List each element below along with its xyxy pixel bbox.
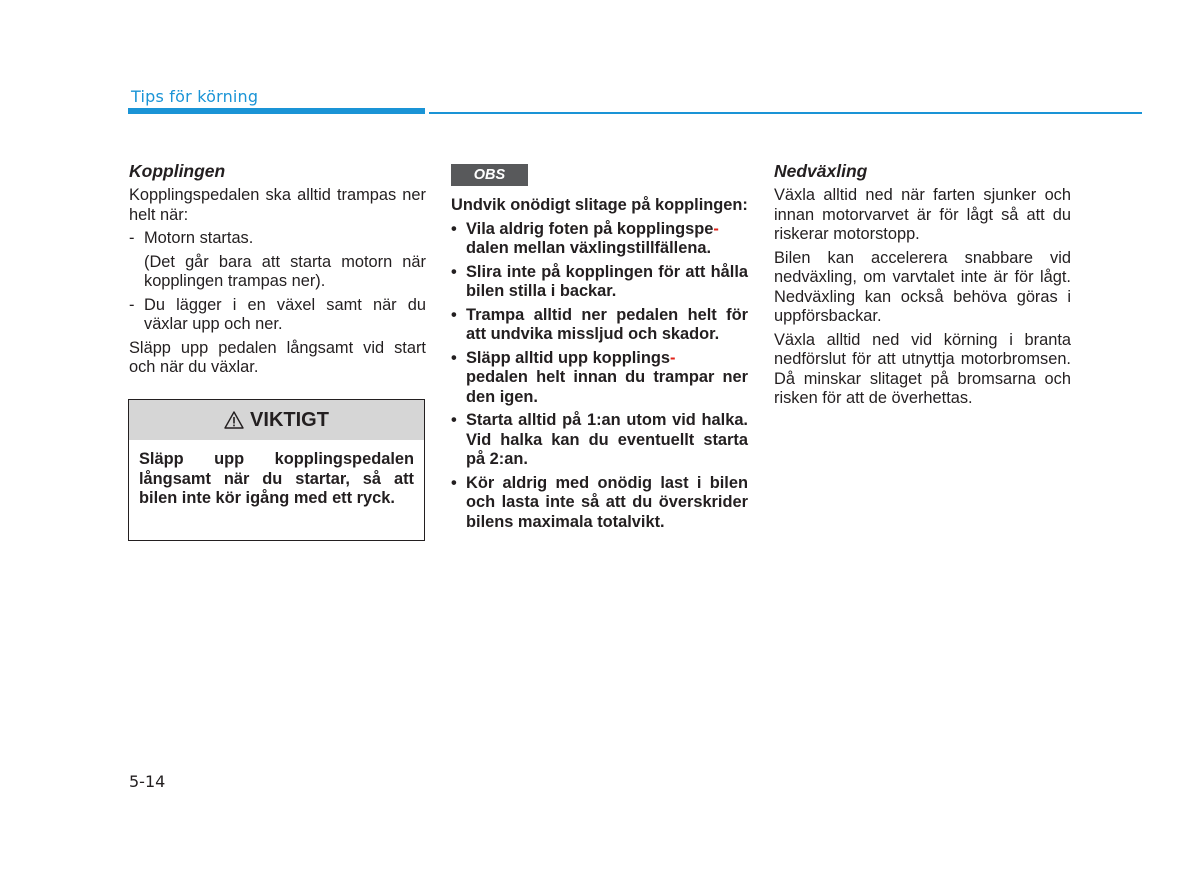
hyphen-mark: -: [713, 219, 719, 238]
paragraph: Bilen kan accelerera snabbare vid nedväxling, om varvtalet inte är för lågt. Nedväxling kan också behöva göras i uppförsbackar.: [774, 248, 1071, 325]
list-item-text: Slira inte på kopplingen för att hålla bilen stilla i backar.: [466, 262, 748, 300]
obs-bullet-list: [451, 220, 748, 533]
bullet-mark: •: [451, 411, 457, 429]
warning-header: [129, 400, 424, 440]
list-item: [451, 411, 748, 470]
list-item-text: Vila aldrig foten på kopplingspe- dalen mellan växlingstillfällena.: [466, 219, 719, 257]
list-item: [451, 349, 748, 408]
warning-triangle-icon: [224, 411, 244, 429]
dash-mark: -: [129, 229, 135, 247]
paragraph-intro: Kopplingspedalen ska alltid trampas ner helt när:: [129, 186, 426, 224]
hyphen-mark: -: [669, 348, 676, 367]
section-heading-kopplingen: Kopplingen: [129, 161, 226, 181]
section-heading-nedvaxling: Nedväxling: [774, 161, 868, 181]
list-item-text: Motorn startas.: [144, 229, 254, 247]
header-rule-thick: [128, 108, 425, 114]
list-item: [129, 229, 426, 249]
list-item: [451, 220, 748, 259]
page-number: 5-14: [129, 772, 166, 791]
bullet-mark: •: [451, 262, 457, 281]
column-obs: [451, 164, 748, 536]
list-item-text: Kör aldrig med onödig last i bilen och lasta inte så att du överskrider bilens maximala totalvikt.: [466, 473, 748, 531]
obs-intro: Undvik onödigt slitage på kopplingen:: [451, 196, 748, 214]
list-item: [451, 306, 748, 345]
bullet-mark: •: [451, 219, 457, 238]
list-item: [129, 296, 426, 335]
list-item: [451, 474, 748, 533]
paragraph: Växla alltid ned vid körning i branta nedförslut för att utnyttja motorbromsen. Då minskar slitaget på bromsarna och risken för att de överhettas.: [774, 330, 1071, 407]
dash-mark: -: [129, 295, 135, 314]
header-rule-thin: [429, 112, 1142, 114]
warning-box: [128, 399, 425, 541]
paragraph-closing: Släpp upp pedalen långsamt vid start och när du växlar.: [129, 338, 426, 376]
obs-badge: OBS: [451, 164, 528, 186]
list-item-text: Starta alltid på 1:an utom vid halka. Vid halka kan du eventuellt starta på 2:an.: [466, 411, 748, 468]
list-item: [451, 263, 748, 302]
column-nedvaxling: [774, 160, 1071, 413]
list-item-note: (Det går bara att starta motorn när kopplingen trampas ner).: [144, 252, 426, 290]
warning-title: VIKTIGT: [250, 408, 329, 431]
paragraph: Växla alltid ned när farten sjunker och innan motorvarvet är för lågt så att du riskerar motorstopp.: [774, 186, 1071, 243]
bullet-mark: •: [451, 473, 457, 492]
warning-body: Släpp upp kopplingspedalen långsamt när du startar, så att bilen inte kör igång med ett ryck.: [139, 450, 414, 507]
list-item-text: Släpp alltid upp kopplings- pedalen helt innan du trampar ner den igen.: [466, 348, 748, 406]
list-item-text: Du lägger i en växel samt när du växlar upp och ner.: [144, 295, 426, 333]
column-kopplingen: [129, 160, 426, 382]
bullet-mark: •: [451, 305, 457, 324]
list-item-text: Trampa alltid ner pedalen helt för att undvika misslјud och skador.: [466, 305, 748, 343]
header-title: Tips för körning: [131, 87, 259, 106]
bullet-mark: •: [451, 348, 457, 367]
